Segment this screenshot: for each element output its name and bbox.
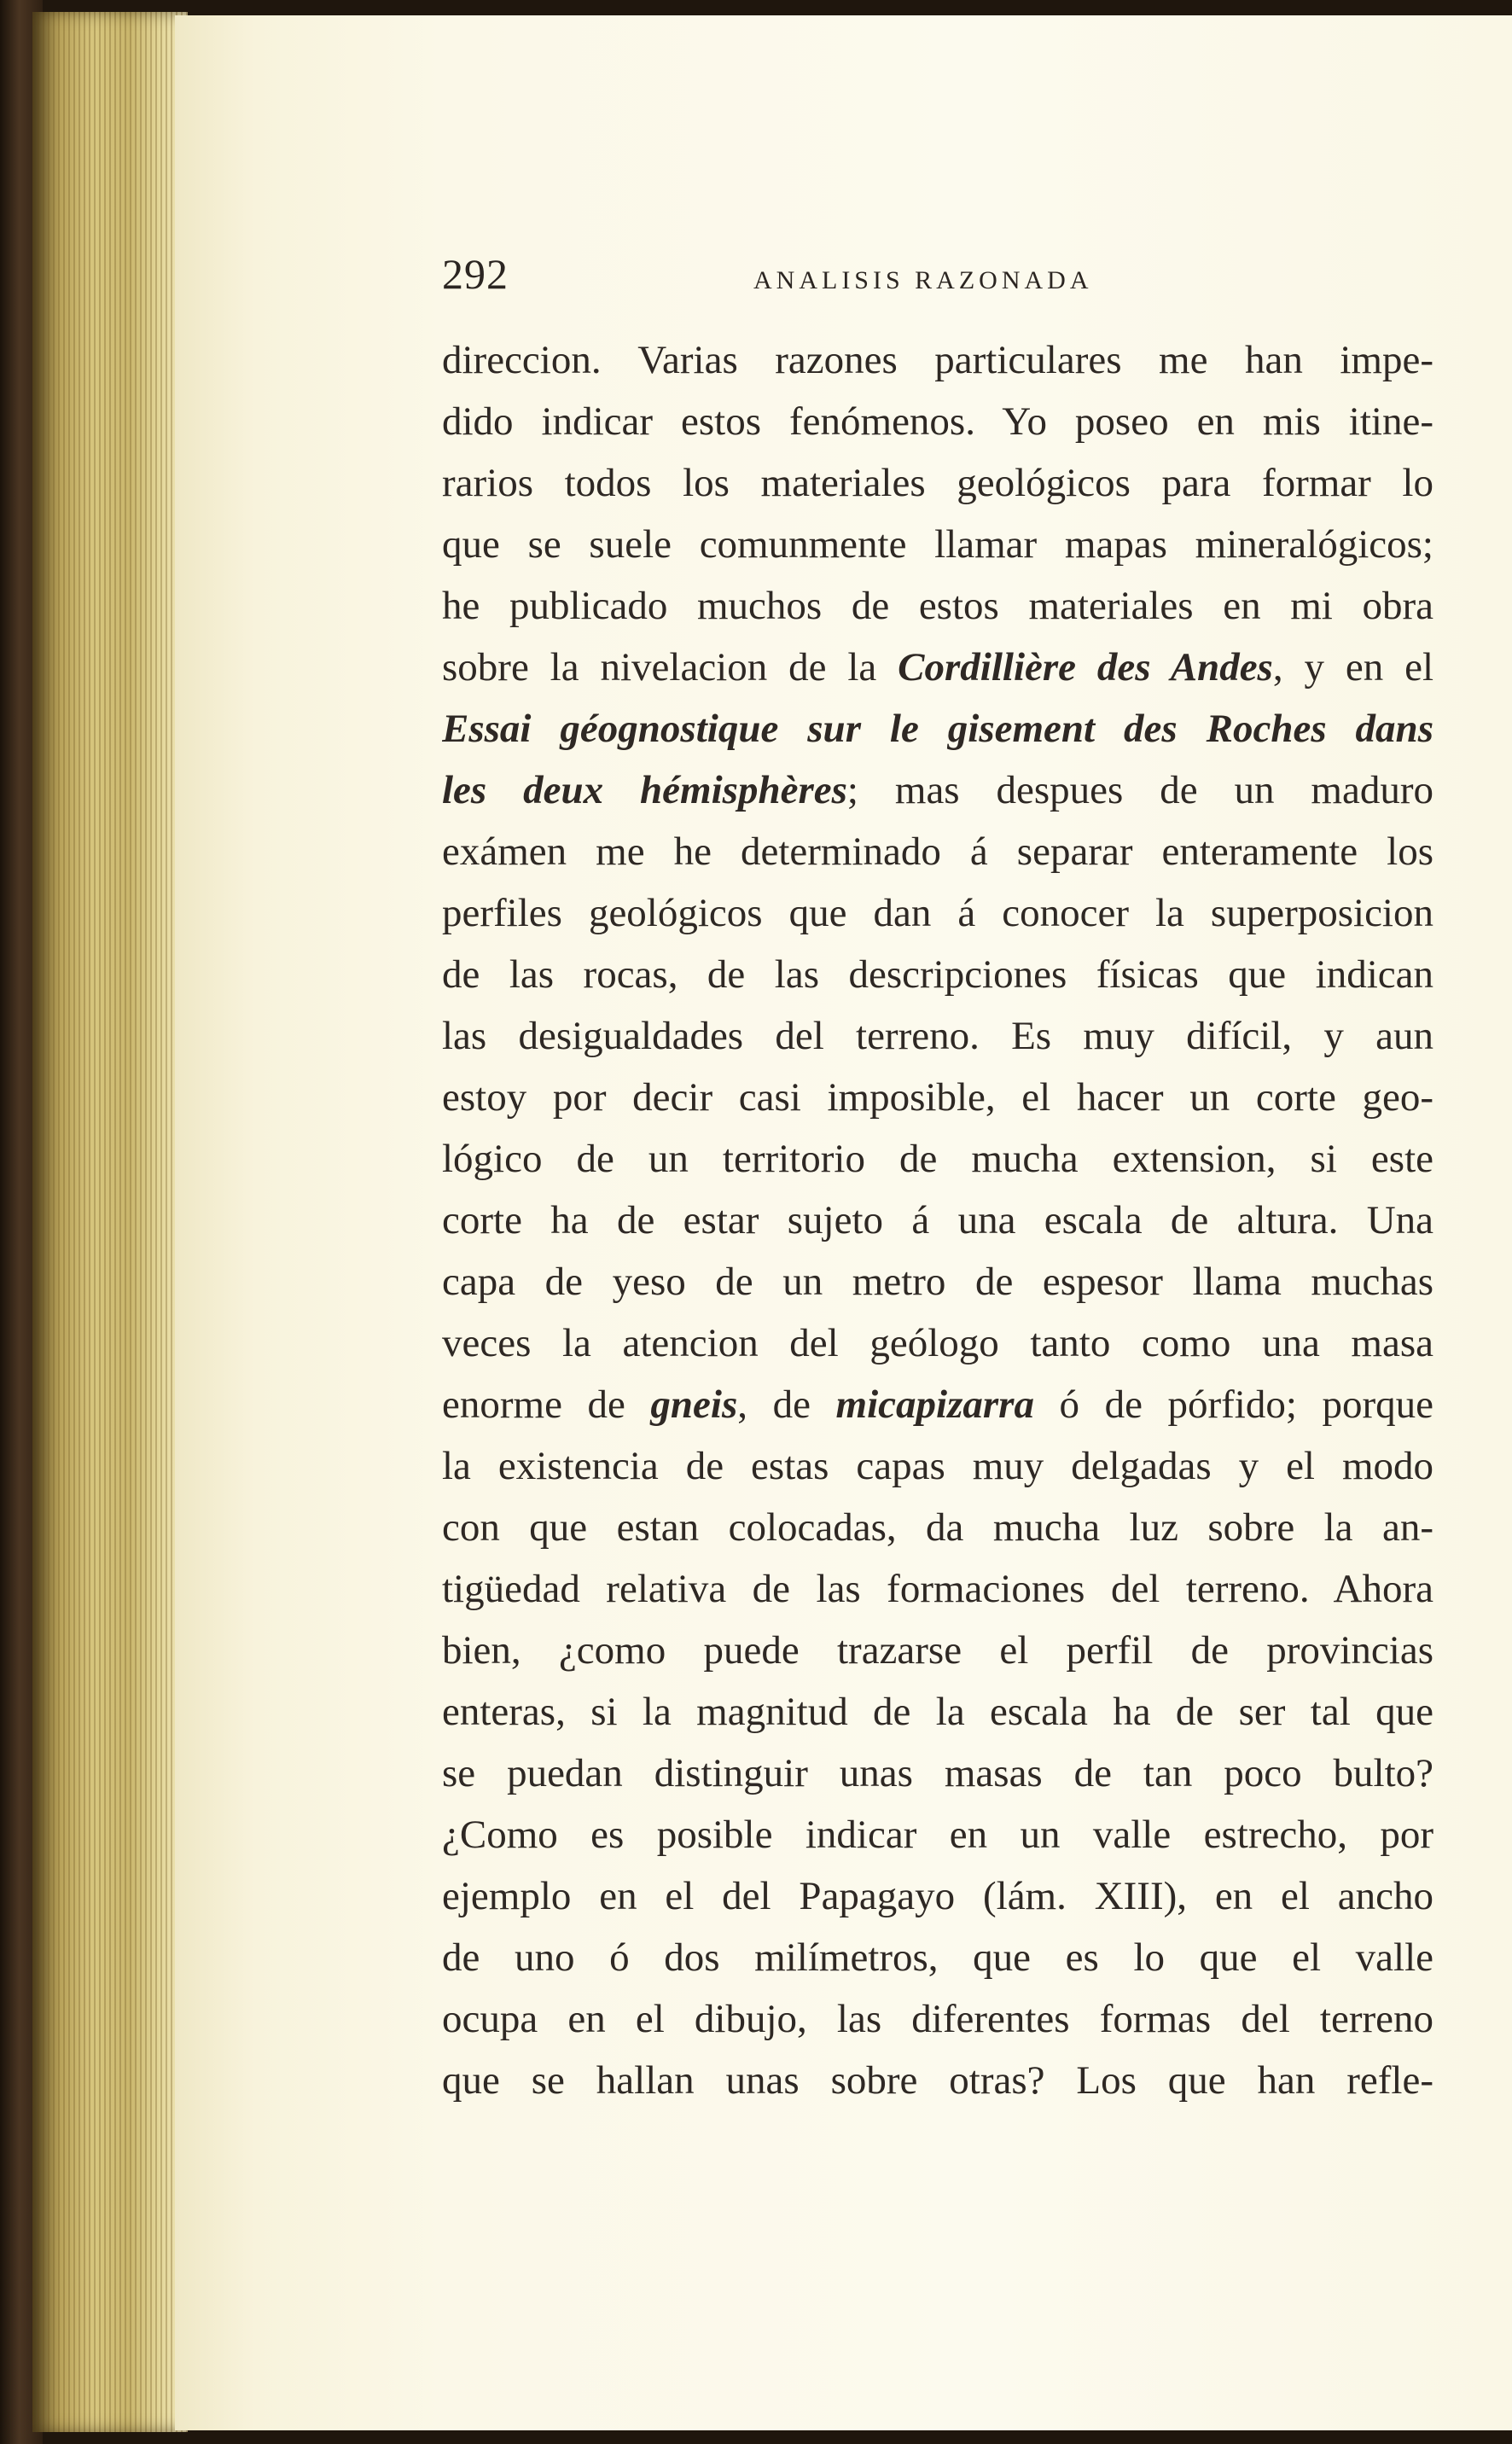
text-run: enteras, si la magnitud de la escala ha de ser tal que	[442, 1690, 1433, 1734]
text-run: , y en el	[1272, 645, 1433, 690]
running-head: ANALISIS RAZONADA	[753, 266, 1093, 294]
text-run: estoy por decir casi imposible, el hacer un corte geo-	[442, 1075, 1433, 1120]
text-run: , de	[737, 1382, 836, 1427]
text-run: capa de yeso de un metro de espesor llama muchas	[442, 1260, 1433, 1304]
text-run: se puedan distinguir unas masas de tan poco bulto?	[442, 1751, 1433, 1795]
text-line	[442, 575, 1433, 637]
italic-title: micapizarra	[835, 1382, 1034, 1427]
text-line	[442, 1497, 1433, 1558]
text-line	[442, 1865, 1433, 1927]
text-line	[442, 698, 1433, 759]
text-run: dido indicar estos fenómenos. Yo poseo en mis itine-	[442, 399, 1433, 444]
text-run: exámen me he determinado á separar enteramente los	[442, 829, 1433, 874]
text-line	[442, 1558, 1433, 1620]
text-run: perfiles geológicos que dan á conocer la superposicion	[442, 891, 1433, 935]
page-header	[442, 249, 1433, 309]
text-run: de las rocas, de las descripciones físicas que indican	[442, 952, 1433, 997]
text-line	[442, 1988, 1433, 2050]
text-run: lógico de un territorio de mucha extension, si este	[442, 1137, 1433, 1181]
italic-title: Essai géognostique sur le gisement des Roches dans	[442, 707, 1433, 751]
text-run: que se hallan unas sobre otras? Los que han refle-	[442, 2058, 1433, 2103]
text-line	[442, 1681, 1433, 1743]
text-line	[442, 882, 1433, 944]
text-run: direccion. Varias razones particulares me han impe-	[442, 338, 1433, 382]
italic-title: les deux hémisphères	[442, 768, 847, 812]
text-run: sobre la nivelacion de la	[442, 645, 898, 690]
text-run: bien, ¿como puede trazarse el perfil de provincias	[442, 1628, 1433, 1673]
italic-title: gneis	[650, 1382, 738, 1427]
text-run: que se suele comunmente llamar mapas mineralógicos;	[442, 522, 1433, 567]
text-line	[442, 1190, 1433, 1251]
body-text	[442, 329, 1433, 2111]
text-run: ó de pórfido; porque	[1033, 1382, 1433, 1427]
text-run: con que estan colocadas, da mucha luz sobre la an-	[442, 1505, 1433, 1550]
text-line	[442, 1128, 1433, 1190]
text-run: ocupa en el dibujo, las diferentes formas del terreno	[442, 1997, 1433, 2041]
text-run: las desigualdades del terreno. Es muy difícil, y aun	[442, 1014, 1433, 1058]
text-line	[442, 637, 1433, 698]
text-line	[442, 452, 1433, 514]
text-line	[442, 1804, 1433, 1865]
text-run: he publicado muchos de estos materiales en mi obra	[442, 584, 1433, 628]
page-edges	[32, 12, 188, 2432]
text-run: la existencia de estas capas muy delgadas y el modo	[442, 1444, 1433, 1488]
text-line	[442, 391, 1433, 452]
text-run: corte ha de estar sujeto á una escala de altura. Una	[442, 1198, 1433, 1242]
text-line	[442, 1005, 1433, 1067]
text-line	[442, 1251, 1433, 1312]
text-run: ejemplo en el del Papagayo (lám. XIII), en el ancho	[442, 1874, 1433, 1918]
text-line	[442, 759, 1433, 821]
text-line	[442, 1743, 1433, 1804]
text-line	[442, 1374, 1433, 1435]
text-line	[442, 514, 1433, 575]
text-line	[442, 944, 1433, 1005]
text-run: ¿Como es posible indicar en un valle estrecho, por	[442, 1813, 1433, 1857]
text-run: veces la atencion del geólogo tanto como una masa	[442, 1321, 1433, 1365]
text-line	[442, 1927, 1433, 1988]
text-line	[442, 1435, 1433, 1497]
text-run: de uno ó dos milímetros, que es lo que el valle	[442, 1935, 1433, 1980]
text-line	[442, 1620, 1433, 1681]
text-line	[442, 2050, 1433, 2111]
italic-title: Cordillière des Andes	[898, 645, 1273, 690]
text-line	[442, 821, 1433, 882]
text-run: enorme de	[442, 1382, 651, 1427]
text-line	[442, 329, 1433, 391]
text-run: tigüedad relativa de las formaciones del terreno. Ahora	[442, 1567, 1433, 1611]
text-line	[442, 1067, 1433, 1128]
text-line	[442, 1312, 1433, 1374]
text-run: rarios todos los materiales geológicos para formar lo	[442, 461, 1433, 505]
page-number: 292	[442, 250, 509, 298]
text-run: ; mas despues de un maduro	[846, 768, 1433, 812]
